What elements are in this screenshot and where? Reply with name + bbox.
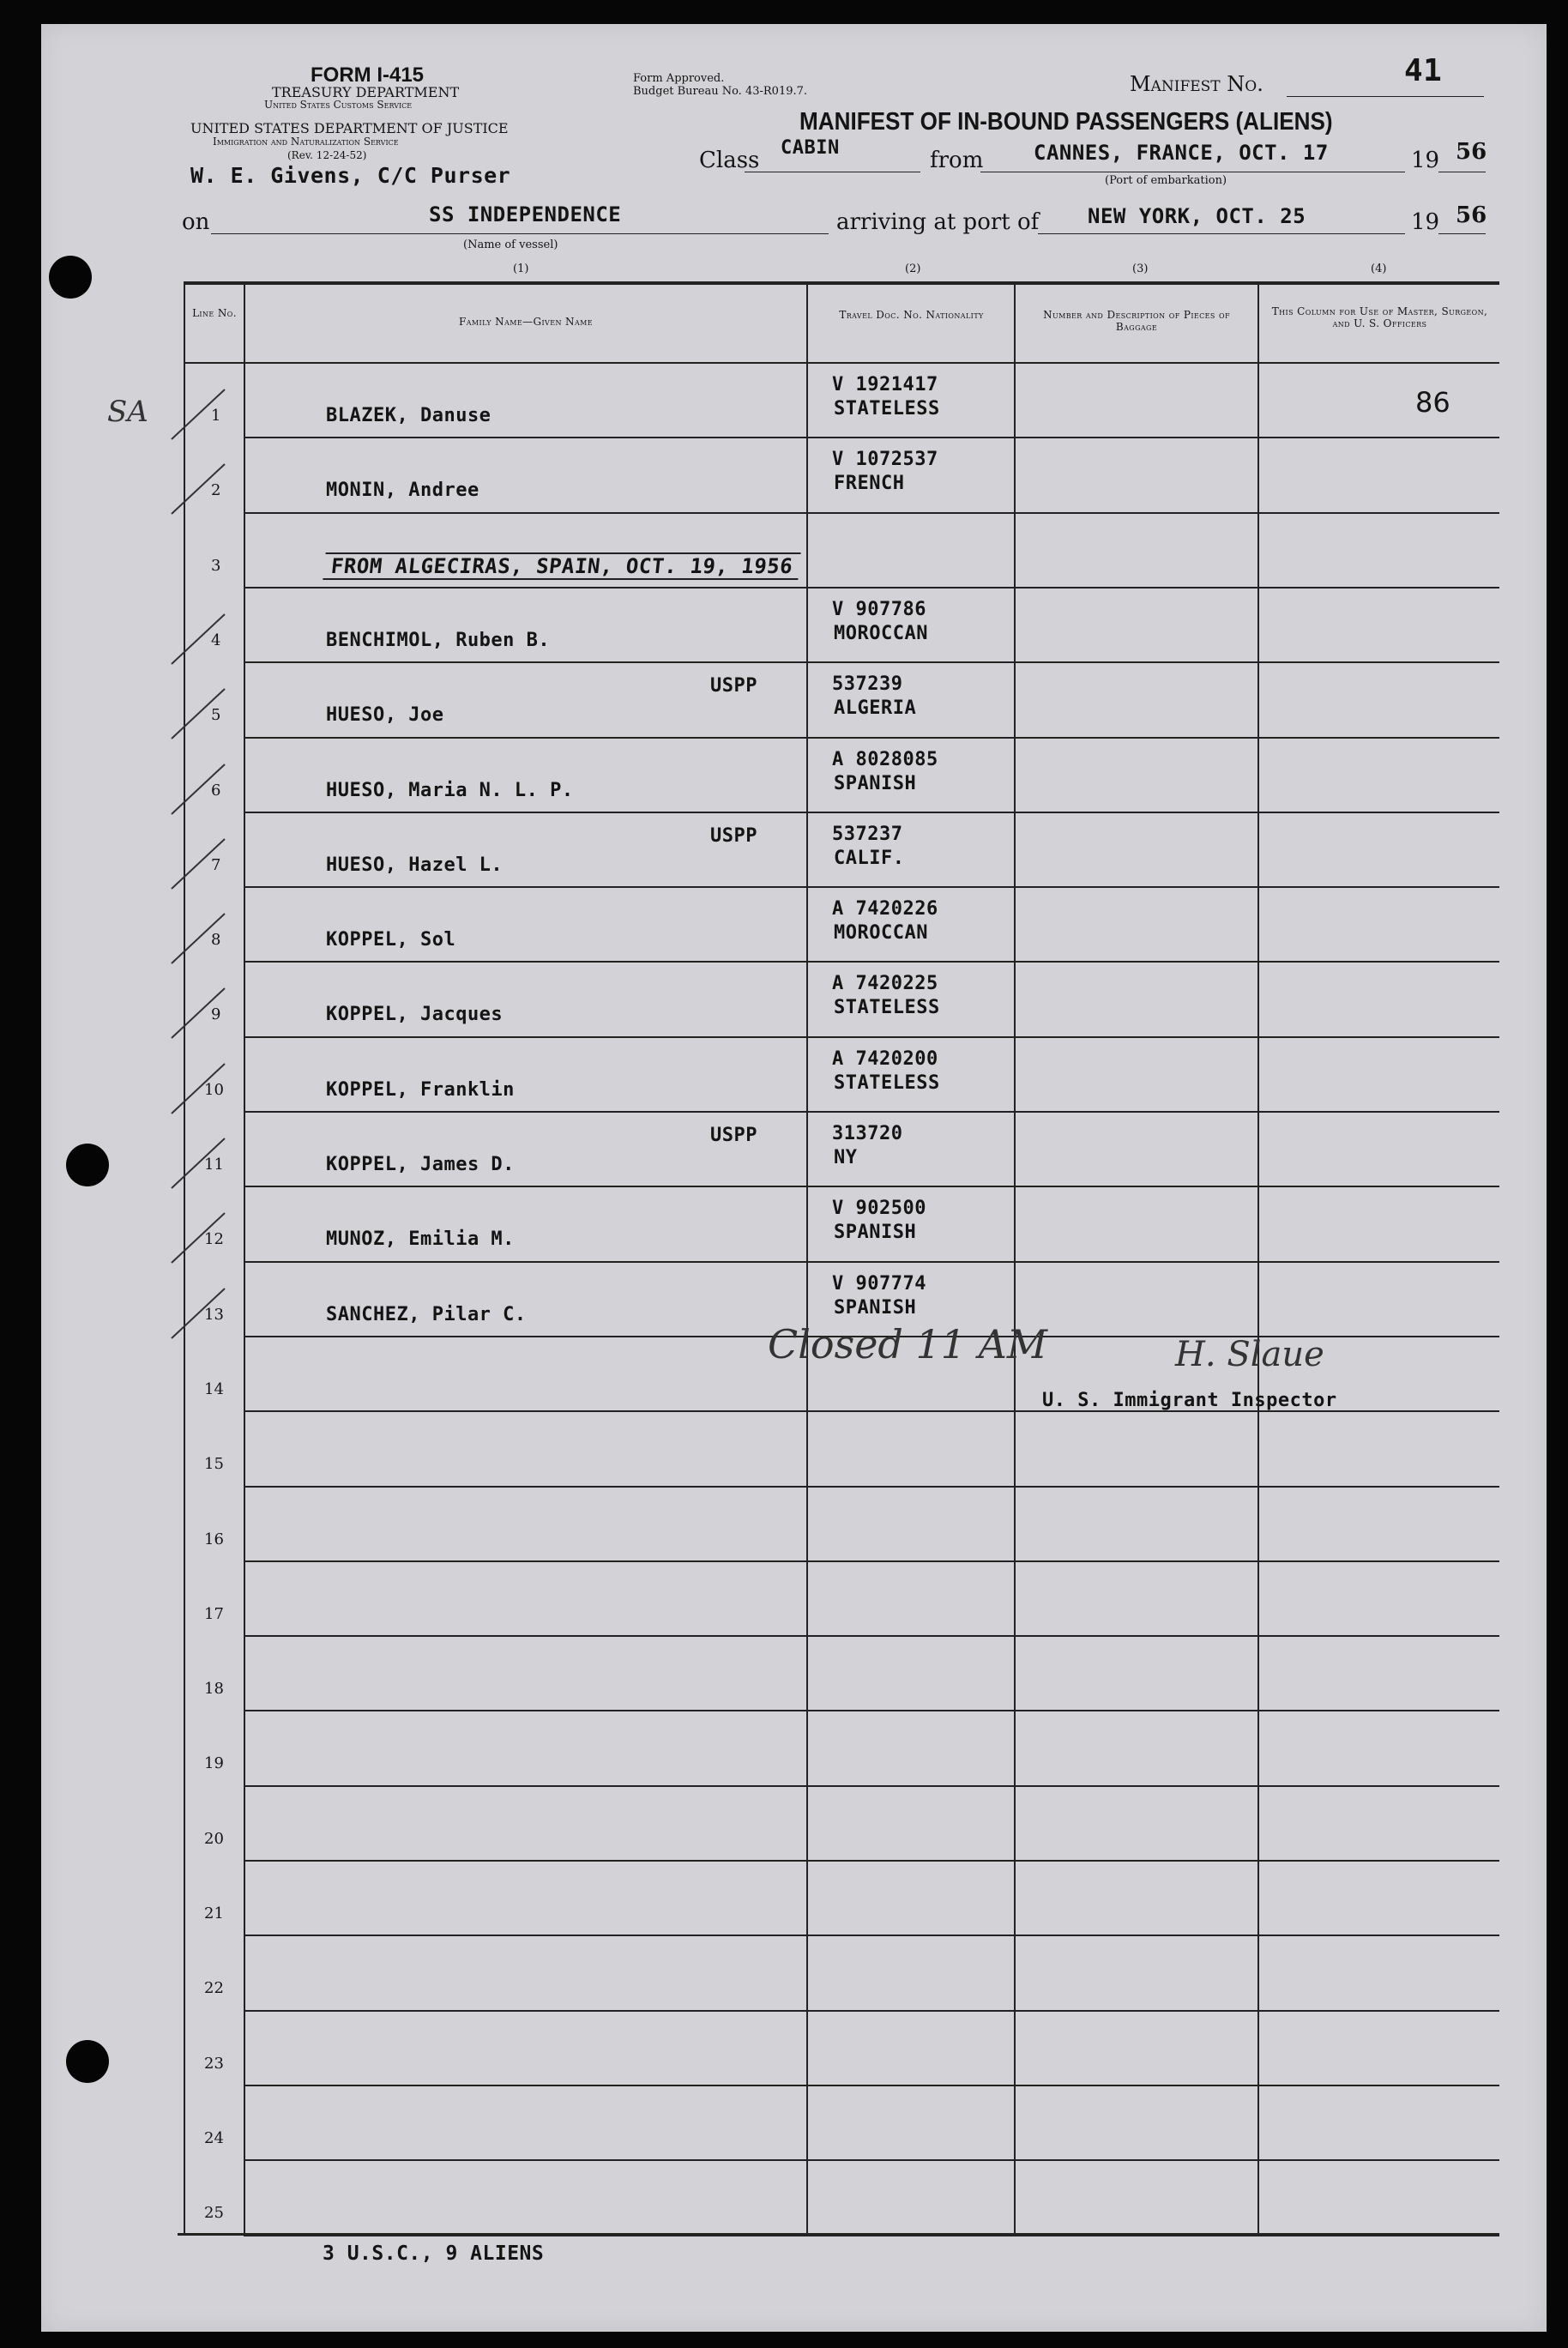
officers-heading: This Column for Use of Master, Surgeon, and U. S. Officers xyxy=(1271,305,1488,329)
check-mark xyxy=(172,764,225,814)
name-heading: Family Name—Given Name xyxy=(459,316,593,328)
check-mark xyxy=(172,1064,225,1114)
line-number: 8 xyxy=(211,931,221,949)
purser: W. E. Givens, C/C Purser xyxy=(190,163,511,188)
arrival-year-value: 56 xyxy=(1456,202,1487,228)
inspector-signature: H. Slaue xyxy=(1175,1335,1324,1374)
section-note: FROM ALGECIRAS, SPAIN, OCT. 19, 1956 xyxy=(323,552,801,580)
line-number: 19 xyxy=(204,1754,224,1772)
line-number: 17 xyxy=(204,1605,224,1623)
line-number: 14 xyxy=(204,1380,224,1398)
check-mark xyxy=(172,1213,225,1263)
year-prefix: 19 xyxy=(1411,148,1440,173)
column-number: (1) xyxy=(513,263,529,275)
line-number: 7 xyxy=(211,856,221,874)
line-number: 3 xyxy=(211,557,221,575)
travel-doc-number: A 7420226 xyxy=(832,898,938,920)
margin-note: SA xyxy=(107,395,148,429)
nationality: SPANISH xyxy=(834,773,917,794)
passport-note: USPP xyxy=(710,825,757,847)
check-mark xyxy=(172,839,225,889)
line-number: 12 xyxy=(204,1230,224,1248)
line-number: 20 xyxy=(204,1830,224,1848)
line-number: 13 xyxy=(204,1306,224,1324)
passenger-name: HUESO, Maria N. L. P. xyxy=(326,780,574,801)
arrival-port: NEW YORK, OCT. 25 xyxy=(1088,204,1306,228)
check-mark xyxy=(172,914,225,963)
check-mark xyxy=(172,1289,225,1338)
line-number-heading: Line No. xyxy=(192,307,237,319)
vessel-note: (Name of vessel) xyxy=(463,238,558,251)
nationality: NY xyxy=(834,1147,858,1168)
footer-total: 3 U.S.C., 9 ALIENS xyxy=(323,2242,545,2265)
column-number: (3) xyxy=(1132,263,1149,275)
column-number: (4) xyxy=(1371,263,1387,275)
travel-doc-number: 313720 xyxy=(832,1123,903,1144)
class-label: Class xyxy=(699,148,760,173)
manifest-number: 41 xyxy=(1404,53,1443,88)
revision: (Rev. 12-24-52) xyxy=(287,149,367,161)
line-number: 15 xyxy=(204,1455,224,1473)
form-number: FORM I-415 xyxy=(311,63,425,87)
line-number: 4 xyxy=(211,631,221,649)
line-number: 22 xyxy=(204,1979,224,1997)
line-number: 25 xyxy=(204,2204,224,2222)
closing-note: Closed 11 AM xyxy=(768,1321,1047,1367)
nationality: SPANISH xyxy=(834,1297,917,1319)
line-number: 1 xyxy=(211,407,221,425)
passenger-name: HUESO, Hazel L. xyxy=(326,854,504,876)
justice-department: UNITED STATES DEPARTMENT OF JUSTICE xyxy=(190,120,509,136)
passenger-name: KOPPEL, Jacques xyxy=(326,1004,504,1025)
line-number: 18 xyxy=(204,1680,224,1698)
nationality: MOROCCAN xyxy=(834,623,928,644)
travel-doc-number: V 902500 xyxy=(832,1198,926,1219)
check-mark xyxy=(172,689,225,739)
department: TREASURY DEPARTMENT xyxy=(272,84,460,100)
line-number: 6 xyxy=(211,782,221,800)
travel-doc-number: A 7420225 xyxy=(832,973,938,994)
budget-bureau: Budget Bureau No. 43-R019.7. xyxy=(633,85,808,98)
line-number: 24 xyxy=(204,2129,224,2147)
passenger-name: HUESO, Joe xyxy=(326,704,444,726)
nationality: ALGERIA xyxy=(834,697,917,719)
class-value: CABIN xyxy=(781,137,840,159)
travel-doc-number: V 1921417 xyxy=(832,374,938,395)
nationality: MOROCCAN xyxy=(834,922,928,944)
baggage-heading: Number and Description of Pieces of Baggage xyxy=(1043,309,1230,333)
line-number: 10 xyxy=(204,1081,224,1099)
officer-mark: 86 xyxy=(1415,386,1450,419)
port-note: (Port of embarkation) xyxy=(1105,174,1227,187)
passenger-name: BENCHIMOL, Ruben B. xyxy=(326,630,551,651)
travel-doc-number: V 907774 xyxy=(832,1273,926,1295)
passenger-name: MONIN, Andree xyxy=(326,480,479,501)
nationality: SPANISH xyxy=(834,1222,917,1243)
customs-service: United States Customs Service xyxy=(264,99,413,111)
nationality: STATELESS xyxy=(834,1072,940,1094)
passenger-name: KOPPEL, Sol xyxy=(326,929,456,951)
embarkation-port: CANNES, FRANCE, OCT. 17 xyxy=(1034,141,1329,165)
arrival-year-prefix: 19 xyxy=(1411,209,1440,235)
nationality: STATELESS xyxy=(834,398,940,420)
nationality: FRENCH xyxy=(834,473,905,494)
travel-doc-number: 537237 xyxy=(832,824,903,845)
ins-service: Immigration and Naturalization Service xyxy=(213,136,399,148)
line-number: 23 xyxy=(204,2055,224,2073)
travel-doc-number: 537239 xyxy=(832,673,903,695)
check-mark xyxy=(172,614,225,664)
travel-doc-number: V 1072537 xyxy=(832,449,938,470)
manifest-title: MANIFEST OF IN-BOUND PASSENGERS (ALIENS) xyxy=(799,108,1333,136)
from-label: from xyxy=(930,148,984,173)
travel-doc-number: A 8028085 xyxy=(832,749,938,770)
form-approved: Form Approved. xyxy=(633,72,725,85)
passenger-name: BLAZEK, Danuse xyxy=(326,405,492,426)
passport-note: USPP xyxy=(710,1125,757,1146)
vessel-name: SS INDEPENDENCE xyxy=(429,202,622,226)
line-number: 21 xyxy=(204,1904,224,1922)
passenger-name: KOPPEL, James D. xyxy=(326,1154,515,1175)
line-number: 9 xyxy=(211,1005,221,1023)
line-number: 2 xyxy=(211,481,221,499)
passport-note: USPP xyxy=(710,675,757,697)
on-label: on xyxy=(182,209,210,235)
travel-doc-number: A 7420200 xyxy=(832,1048,938,1070)
travel-doc-heading: Travel Doc. No. Nationality xyxy=(839,309,984,321)
check-mark xyxy=(172,1138,225,1188)
nationality: CALIF. xyxy=(834,848,905,869)
check-mark xyxy=(172,389,225,439)
line-number: 5 xyxy=(211,706,221,724)
year-value: 56 xyxy=(1456,139,1487,165)
column-number: (2) xyxy=(905,263,921,275)
passenger-name: SANCHEZ, Pilar C. xyxy=(326,1304,527,1325)
check-mark xyxy=(172,464,225,514)
passenger-name: MUNOZ, Emilia M. xyxy=(326,1228,515,1250)
line-number: 11 xyxy=(204,1156,224,1174)
line-number: 16 xyxy=(204,1530,224,1548)
travel-doc-number: V 907786 xyxy=(832,599,926,620)
manifest-label: Manifest No. xyxy=(1130,72,1263,96)
arriving-label: arriving at port of xyxy=(836,209,1040,235)
nationality: STATELESS xyxy=(834,997,940,1018)
inspector-title: U. S. Immigrant Inspector xyxy=(1042,1390,1337,1411)
passenger-name: KOPPEL, Franklin xyxy=(326,1079,515,1101)
check-mark xyxy=(172,988,225,1038)
